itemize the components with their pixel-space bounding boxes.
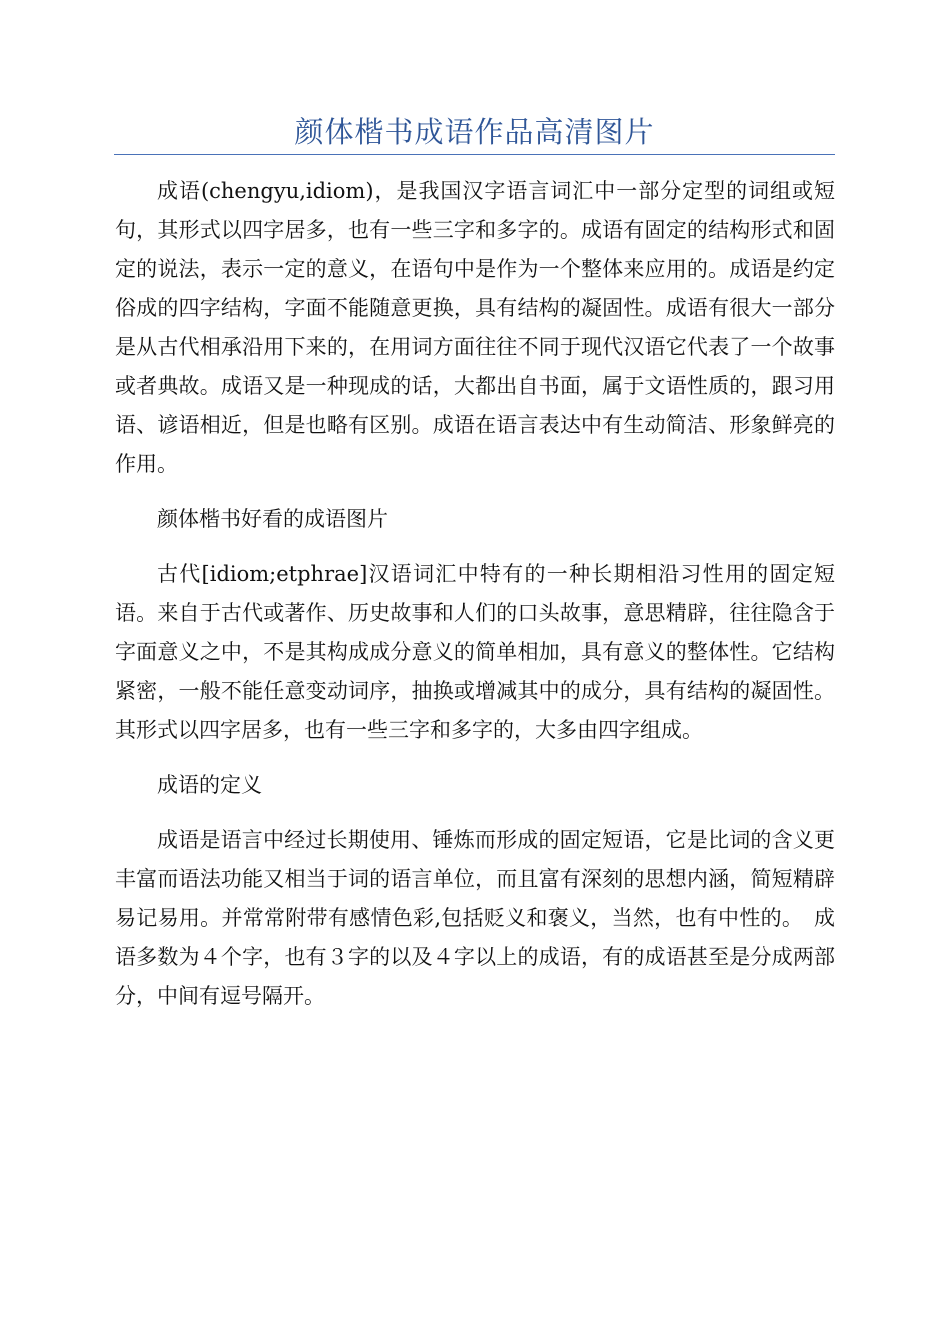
section-heading-definition: 成语的定义 (157, 773, 262, 797)
paragraph-ancient: 古代[idiom;etphrae]汉语词汇中特有的一种长期相沿习性用的固定短语。来自于古代或著作、历史故事和人们的口头故事，意思精辟，往往隐含于字面意义之中，不是其构成成分意义的简单相加，具有意义的整体性。它结构紧密，一般不能任意变动词序，抽换或增减其中的成分，具有结构的凝固性。其形式以四字居多，也有一些三字和多字的，大多由四字组成。 (115, 562, 835, 742)
paragraph-definition: 成语是语言中经过长期使用、锤炼而形成的固定短语，它是比词的含义更丰富而语法功能又相当于词的语言单位，而且富有深刻的思想内涵，简短精辟易记易用。并常常附带有感情色彩,包括贬义和褒义，当然，也有中性的。 成语多数为４个字，也有３字的以及４字以上的成语，有的成语甚至是分成两部分，中间有逗号隔开。 (115, 828, 835, 1008)
section-heading-pictures: 颜体楷书好看的成语图片 (157, 507, 388, 531)
document-body (115, 172, 835, 1032)
title-underline (114, 154, 835, 155)
paragraph-intro: 成语(chengyu,idiom)，是我国汉字语言词汇中一部分定型的词组或短句，其形式以四字居多，也有一些三字和多字的。成语有固定的结构形式和固定的说法，表示一定的意义，在语句中是作为一个整体来应用的。成语是约定俗成的四字结构，字面不能随意更换，具有结构的凝固性。成语有很大一部分是从古代相承沿用下来的，在用词方面往往不同于现代汉语它代表了一个故事或者典故。成语又是一种现成的话，大都出自书面，属于文语性质的，跟习用语、谚语相近，但是也略有区别。成语在语言表达中有生动简洁、形象鲜亮的作用。 (115, 179, 835, 476)
document-title: 颜体楷书成语作品高清图片 (294, 115, 655, 149)
